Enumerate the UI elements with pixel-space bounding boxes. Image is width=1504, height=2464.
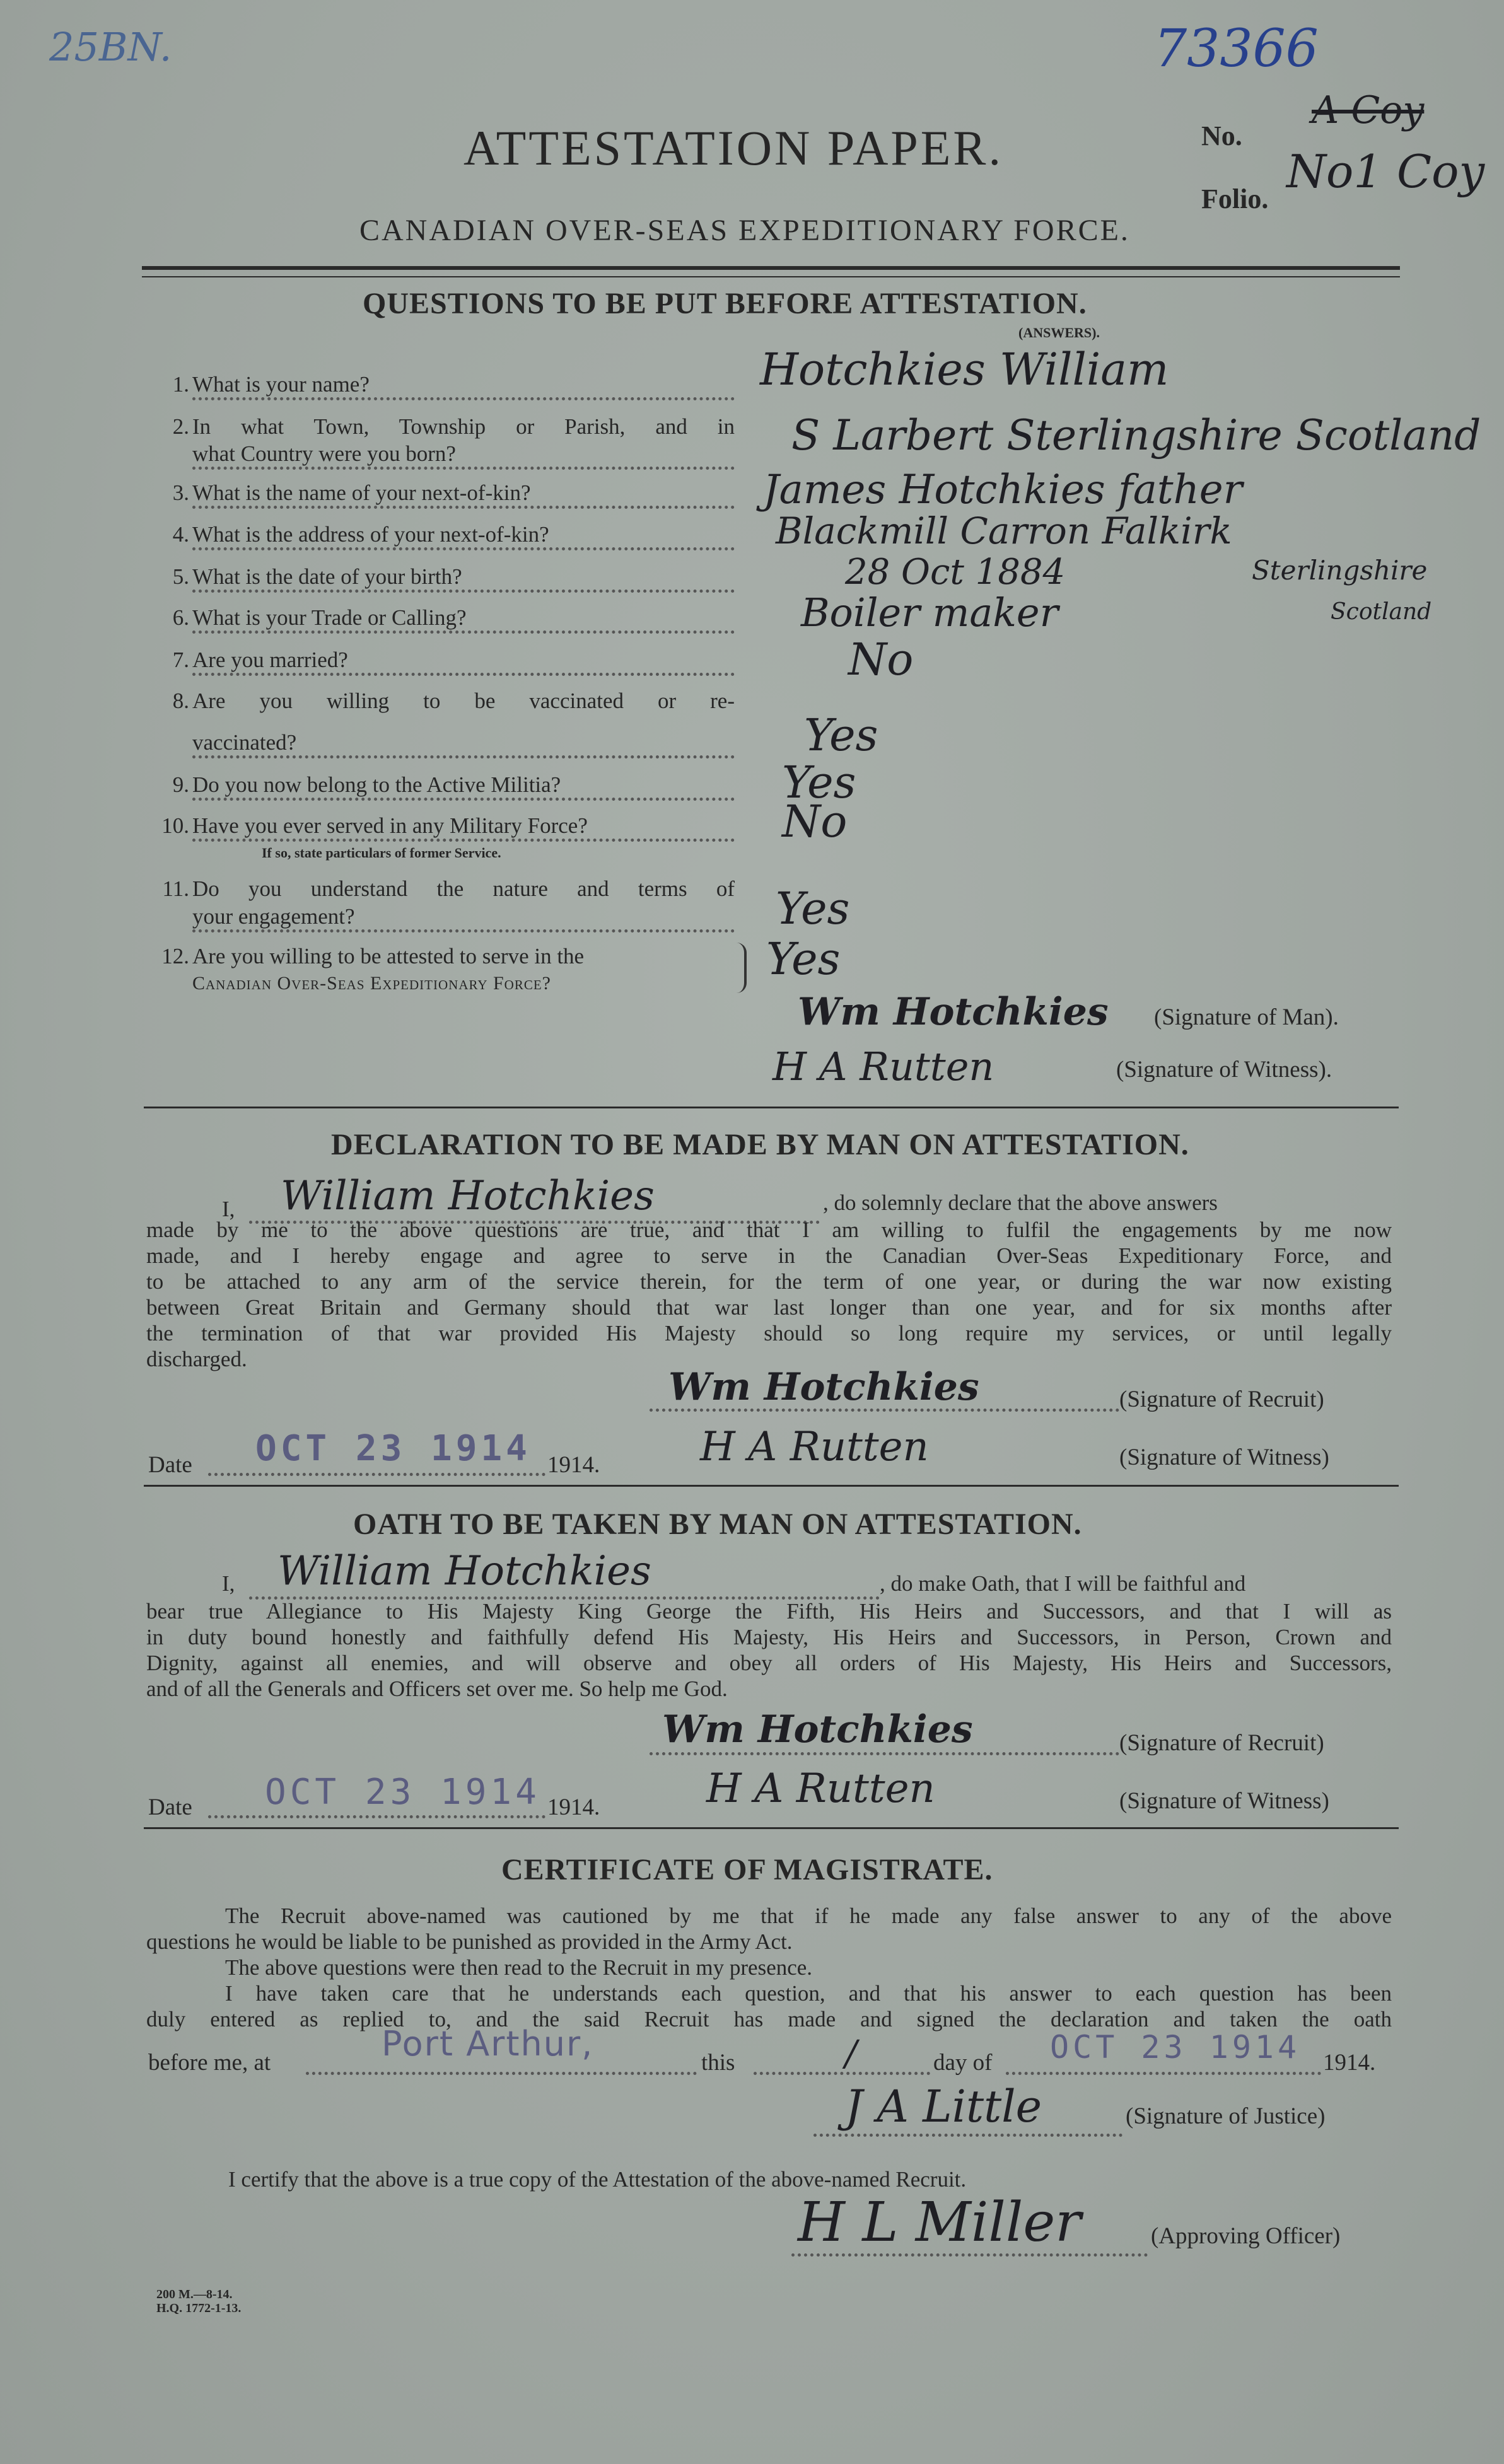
question-text: what Country were you born? [192, 441, 735, 470]
signature-witness: H A Rutten [772, 1043, 994, 1090]
oath-heading: OATH TO BE TAKEN BY MAN ON ATTESTATION. [353, 1508, 1082, 1541]
declaration-line: made, and I hereby engage and agree to serve in the Canadian Over-Seas Expeditionary Force, and [146, 1243, 1392, 1268]
answer-married: No [848, 634, 914, 685]
oath-line: in duty bound honestly and faithfully defend His Majesty, His Heirs and Successors, in Person, Crown and [146, 1625, 1392, 1649]
questions-heading: QUESTIONS TO BE PUT BEFORE ATTESTATION. [363, 287, 1087, 320]
margin-note-regimental-number: 73366 [1154, 19, 1319, 79]
oath-year: 1914. [547, 1794, 600, 1820]
certificate-heading: CERTIFICATE OF MAGISTRATE. [501, 1853, 993, 1886]
certificate-date-stamp: OCT 23 1914 [1050, 2029, 1301, 2066]
certificate-day-mark: / [845, 2033, 857, 2074]
declaration-signature-witness: H A Rutten [700, 1424, 929, 1470]
question-text: What is your name? [192, 372, 735, 400]
certificate-body [146, 1903, 1392, 2032]
declaration-year: 1914. [547, 1452, 600, 1478]
certificate-line: The above questions were then read to the Recruit in my presence. [225, 1955, 813, 1980]
signature-man-label: (Signature of Man). [1154, 1004, 1339, 1030]
declaration-signature-witness-label: (Signature of Witness) [1119, 1444, 1329, 1470]
certificate-place-stamp: Port Arthur, [382, 2024, 594, 2064]
question-text: Are you married? [192, 648, 735, 676]
question-number: 6. [172, 605, 189, 630]
signature-witness-label: (Signature of Witness). [1116, 1057, 1332, 1083]
number-label: No. [1201, 120, 1242, 151]
answer-birth-county: Sterlingshire [1252, 555, 1428, 586]
oath-text-first: , do make Oath, that I will be faithful and [880, 1571, 1246, 1596]
certify-text: I certify that the above is a true copy of the Attestation of the above-named Recruit. [228, 2167, 967, 2192]
document-title: ATTESTATION PAPER. [463, 120, 1003, 175]
answers-label: (ANSWERS). [1018, 325, 1100, 340]
declaration-line: between Great Britain and Germany should that war last longer than one year, and for six months after [146, 1295, 1392, 1320]
declaration-date-line [208, 1470, 545, 1476]
question-text: vaccinated? [192, 730, 735, 758]
declaration-line: the termination of that war provided His Majesty should so long require my services, or until legally [146, 1321, 1392, 1345]
declaration-date-stamp: OCT 23 1914 [255, 1428, 531, 1469]
oath-date-label: Date [148, 1794, 192, 1820]
question-text: Are you willing to be attested to serve in the [192, 944, 585, 968]
declaration-text-first: , do solemnly declare that the above answers [823, 1190, 1218, 1215]
print-code-line2: H.Q. 1772-1-13. [156, 2301, 242, 2315]
print-code-line1: 200 M.—8-14. [156, 2287, 233, 2301]
declaration-date-label: Date [148, 1452, 192, 1478]
question-text: In what Town, Township or Parish, and in [192, 414, 735, 439]
section-rule [144, 1485, 1399, 1487]
oath-line: bear true Allegiance to His Majesty King George the Fifth, His Heirs and Successors, and that I will as [146, 1599, 1392, 1624]
oath-signature-witness-label: (Signature of Witness) [1119, 1788, 1329, 1814]
certificate-before-me: before me, at [148, 2050, 271, 2076]
question-text: Canadian Over-Seas Expeditionary Force? [192, 973, 552, 994]
declaration-line: discharged. [146, 1347, 247, 1371]
question-text: What is the date of your birth? [192, 564, 735, 593]
declaration-name: William Hotchkies [281, 1173, 655, 1219]
oath-signature-recruit-label: (Signature of Recruit) [1119, 1730, 1324, 1756]
question-brace [737, 943, 747, 993]
certificate-this: this [701, 2050, 735, 2076]
question-text: Are you willing to be vaccinated or re- [192, 689, 735, 713]
certificate-line: duly entered as replied to, and the said Recruit has made and signed the declaration and taken the oath [146, 2007, 1392, 2031]
signature-justice: J A Little [845, 2081, 1042, 2132]
question-text: Do you understand the nature and terms of [192, 876, 735, 901]
question-number: 10. [161, 813, 189, 838]
answer-military-service: No [782, 796, 848, 847]
answer-birth-country: Scotland [1331, 599, 1432, 625]
question-text: your engagement? [192, 904, 735, 933]
question-text: What is the name of your next-of-kin? [192, 480, 735, 509]
declaration-signature-recruit: Wm Hotchkies [668, 1365, 979, 1409]
oath-i: I, [222, 1571, 235, 1596]
margin-note-company: No1 Coy [1286, 145, 1485, 198]
declaration-line: to be attached to any arm of the service therein, for the term of one year, or during the war now existing [146, 1269, 1392, 1294]
certificate-place-line [306, 2069, 697, 2075]
declaration-heading: DECLARATION TO BE MADE BY MAN ON ATTESTATION. [331, 1128, 1189, 1161]
question-number: 4. [172, 522, 189, 547]
signature-officer: H L Miller [798, 2191, 1081, 2254]
certificate-month-line [1006, 2069, 1321, 2075]
declaration-body [146, 1217, 1392, 1372]
signature-officer-label: (Approving Officer) [1151, 2223, 1341, 2249]
certificate-line: I have taken care that he understands each question, and that his answer to each question has been [225, 1981, 1392, 2006]
section-rule [144, 1827, 1399, 1829]
question-number: 2. [172, 414, 189, 439]
answer-birth-date: 28 Oct 1884 [845, 552, 1066, 593]
certificate-day-line [754, 2069, 930, 2075]
question-number: 8. [172, 689, 189, 713]
header-rule-thin [142, 276, 1400, 277]
oath-signature-witness: H A Rutten [706, 1765, 935, 1812]
oath-date-stamp: OCT 23 1914 [265, 1772, 540, 1813]
margin-note-struck: A Coy [1312, 88, 1425, 132]
question-number: 11. [162, 876, 189, 901]
answer-vaccinated: Yes [804, 709, 878, 761]
header-rule-thick [142, 266, 1400, 270]
answer-name: Hotchkies William [760, 344, 1169, 395]
oath-signature-recruit: Wm Hotchkies [662, 1707, 973, 1752]
question-number: 12. [161, 944, 189, 968]
answer-next-of-kin: James Hotchkies father [763, 467, 1243, 513]
question-text: What is the address of your next-of-kin? [192, 522, 735, 550]
oath-line: Dignity, against all enemies, and will observe and obey all orders of His Majesty, His Heirs and Successors, [146, 1651, 1392, 1675]
answer-kin-address: Blackmill Carron Falkirk [776, 509, 1232, 552]
declaration-signature-recruit-label: (Signature of Recruit) [1119, 1386, 1324, 1412]
question-number: 9. [172, 772, 189, 797]
declaration-i: I, [222, 1197, 235, 1221]
margin-note-battalion: 25BN. [49, 24, 172, 70]
oath-line: and of all the Generals and Officers set over me. So help me God. [146, 1677, 728, 1701]
folio-label: Folio. [1201, 183, 1269, 214]
question-text: Have you ever served in any Military Force? [192, 813, 735, 842]
question-note: If so, state particulars of former Service. [262, 845, 501, 861]
question-text: Do you now belong to the Active Militia? [192, 772, 735, 801]
certificate-year: 1914. [1323, 2050, 1376, 2076]
answer-militia: Yes [782, 757, 856, 808]
question-number: 5. [172, 564, 189, 589]
answer-understand: Yes [776, 883, 850, 934]
question-text: What is your Trade or Calling? [192, 605, 735, 634]
question-number: 7. [172, 648, 189, 672]
signature-justice-label: (Signature of Justice) [1126, 2103, 1326, 2129]
signature-man: Wm Hotchkies [798, 990, 1109, 1034]
section-rule [144, 1107, 1399, 1108]
certificate-line: The Recruit above-named was cautioned by me that if he made any false answer to any of the above [225, 1903, 1392, 1928]
oath-body [146, 1598, 1392, 1702]
declaration-line: made by me to the above questions are true, and that I am willing to fulfil the engagements by me now [146, 1217, 1392, 1242]
oath-name: William Hotchkies [277, 1548, 651, 1595]
question-number: 1. [172, 372, 189, 397]
answer-trade: Boiler maker [801, 590, 1059, 636]
certificate-line: questions he would be liable to be punished as provided in the Army Act. [146, 1929, 793, 1954]
answer-willing: Yes [766, 933, 841, 985]
document-subtitle: CANADIAN OVER-SEAS EXPEDITIONARY FORCE. [359, 214, 1130, 247]
question-number: 3. [172, 480, 189, 505]
answer-birthplace: S Larbert Sterlingshire Scotland [791, 411, 1481, 460]
oath-date-line [208, 1813, 545, 1818]
certificate-day-of: day of [933, 2050, 993, 2076]
